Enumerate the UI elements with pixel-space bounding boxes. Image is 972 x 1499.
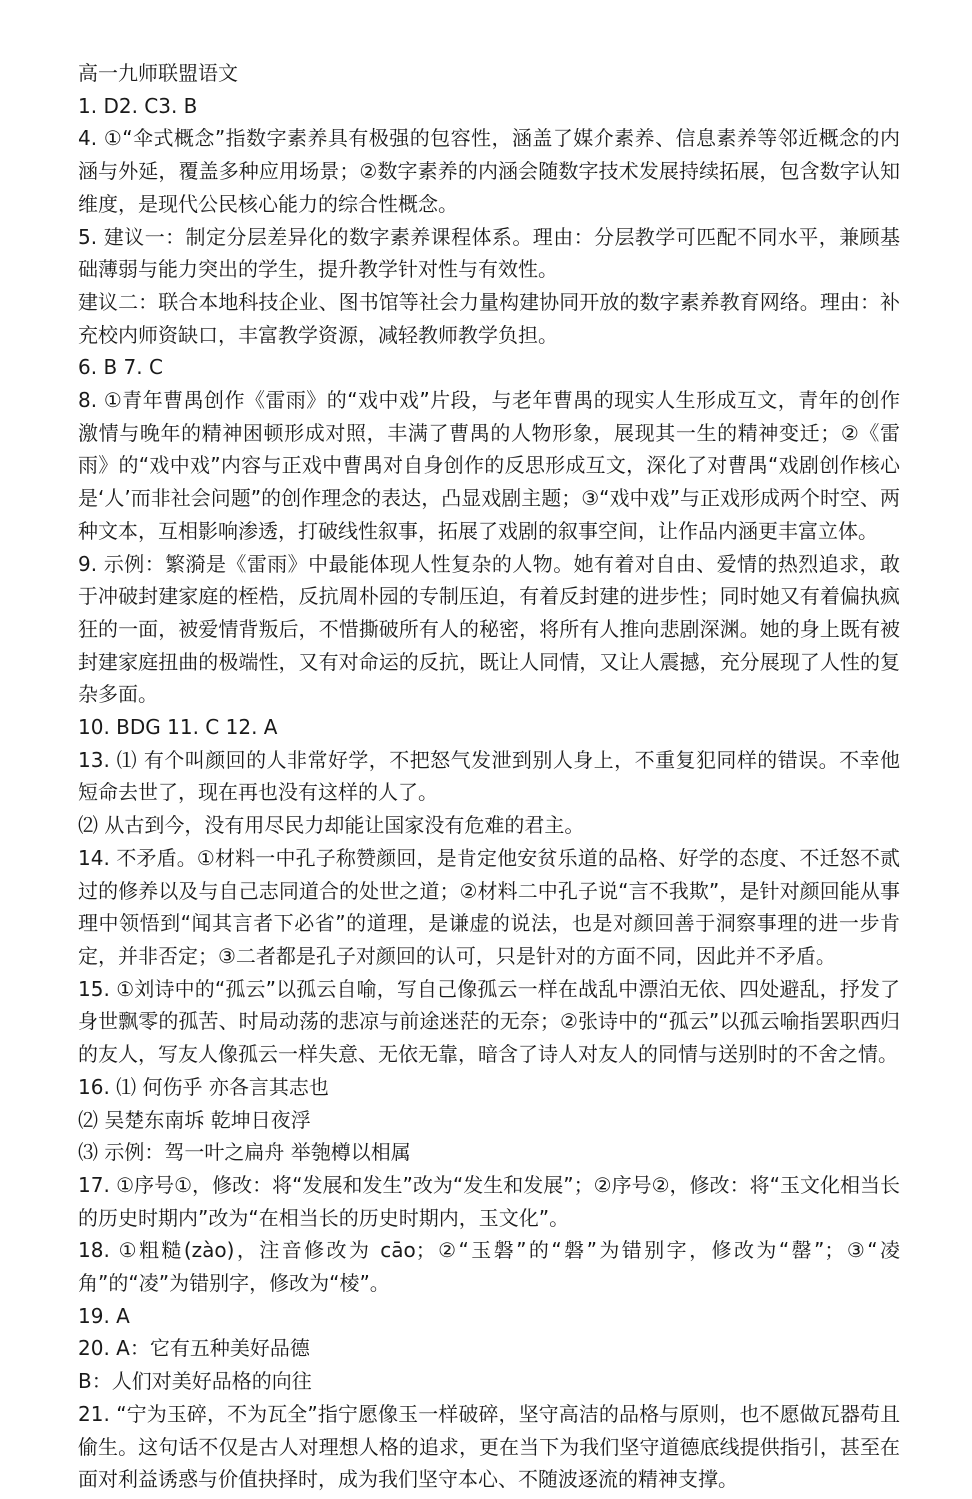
answer-16-part-2: ⑵ 吴楚东南坼 乾坤日夜浮 xyxy=(78,1107,311,1132)
answer-20-b: B：人们对美好品格的向往 xyxy=(78,1369,312,1394)
answer-17: 17. ①序号①，修改：将“发展和发生”改为“发生和发展”；②序号②，修改：将“玉文化相当长的历史时期内”改为“在相当长的历史时期内，玉文化”。 xyxy=(78,1172,900,1230)
answer-10-12: 10. BDG 11. C 12. A xyxy=(78,715,278,740)
answer-8: 8. ①青年曹禺创作《雷雨》的“戏中戏”片段，与老年曹禺的现实人生形成互文，青年的创作激情与晚年的精神困顿形成对照，丰满了曹禺的人物形象，展现其一生的精神变迁；②《雷雨》的“戏中戏”内容与正戏中曹禺对自身创作的反思形成互文，深化了对曹禺“戏剧创作核心是‘人’而非社会问题”的创作理念的表达，凸显戏剧主题；③“戏中戏”与正戏形成两个时空、两种文本，互相影响渗透，打破线性叙事，拓展了戏剧的叙事空间，让作品内涵更丰富立体。 xyxy=(78,388,900,543)
answer-19: 19. A xyxy=(78,1303,130,1328)
document-title: 高一九师联盟语文 xyxy=(78,61,238,85)
answer-9: 9. 示例：繁漪是《雷雨》中最能体现人性复杂的人物。她有着对自由、爱情的热烈追求，敢于冲破封建家庭的桎梏，反抗周朴园的专制压迫，有着反封建的进步性；同时她又有着偏执疯狂的一面，被爱情背叛后，不惜撕破所有人的秘密，将所有人推向悲剧深渊。她的身上既有被封建家庭扭曲的极端性，又有对命运的反抗，既让人同情，又让人震撼，充分展现了人性的复杂多面。 xyxy=(78,551,900,707)
answer-13-part-1: 13. ⑴ 有个叫颜回的人非常好学，不把怒气发泄到别人身上，不重复犯同样的错误。不幸他短命去世了，现在再也没有这样的人了。 xyxy=(78,747,900,805)
answer-1-3: 1. D2. C3. B xyxy=(78,93,198,118)
answer-5-suggestion-2: 建议二：联合本地科技企业、图书馆等社会力量构建协同开放的数字素养教育网络。理由：补充校内师资缺口，丰富教学资源，减轻教师教学负担。 xyxy=(78,289,900,347)
answer-16-part-3: ⑶ 示例：驾一叶之扁舟 举匏樽以相属 xyxy=(78,1140,411,1165)
answer-13-part-2: ⑵ 从古到今，没有用尽民力却能让国家没有危难的君主。 xyxy=(78,813,585,838)
answer-14: 14. 不矛盾。①材料一中孔子称赞颜回，是肯定他安贫乐道的品格、好学的态度、不迁怒不贰过的修养以及与自己志同道合的处世之道；②材料二中孔子说“言不我欺”，是针对颜回能从事理中领悟到“闻其言者下必省”的道理，是谦虚的说法，也是对颜回善于洞察事理的进一步肯定，并非否定；③二者都是孔子对颜回的认可，只是针对的方面不同，因此并不矛盾。 xyxy=(78,845,900,968)
answer-15: 15. ①刘诗中的“孤云”以孤云自喻，写自己像孤云一样在战乱中漂泊无依、四处避乱，抒发了身世飘零的孤苦、时局动荡的悲凉与前途迷茫的无奈；②张诗中的“孤云”以孤云喻指罢职西归的友人，写友人像孤云一样失意、无依无靠，暗含了诗人对友人的同情与送别时的不舍之情。 xyxy=(78,976,900,1067)
answer-5-suggestion-1: 5. 建议一：制定分层差异化的数字素养课程体系。理由：分层教学可匹配不同水平，兼顾基础薄弱与能力突出的学生，提升教学针对性与有效性。 xyxy=(78,224,900,282)
answer-4: 4. ①“伞式概念”指数字素养具有极强的包容性，涵盖了媒介素养、信息素养等邻近概念的内涵与外延，覆盖多种应用场景；②数字素养的内涵会随数字技术发展持续拓展，包含数字认知维度，是现代公民核心能力的综合性概念。 xyxy=(78,126,900,216)
answer-20-a: 20. A：它有五种美好品德 xyxy=(78,1336,310,1361)
answer-18: 18. ①粗糙(zào)，注音修改为 cāo；②“玉磐”的“磐”为错别字，修改为“罄”；③“凌角”的“凌”为错别字，修改为“棱”。 xyxy=(78,1238,900,1296)
answer-21: 21. “宁为玉碎，不为瓦全”指宁愿像玉一样破碎，坚守高洁的品格与原则，也不愿做瓦器苟且偷生。这句话不仅是古人对理想人格的追求，更在当下为我们坚守道德底线提供指引，甚至在面对利益诱惑与价值抉择时，成为我们坚守本心、不随波逐流的精神支撑。 xyxy=(78,1401,900,1492)
answer-document xyxy=(78,57,900,1496)
answer-6-7: 6. B 7. C xyxy=(78,355,163,380)
answer-16-part-1: 16. ⑴ 何伤乎 亦各言其志也 xyxy=(78,1074,329,1099)
